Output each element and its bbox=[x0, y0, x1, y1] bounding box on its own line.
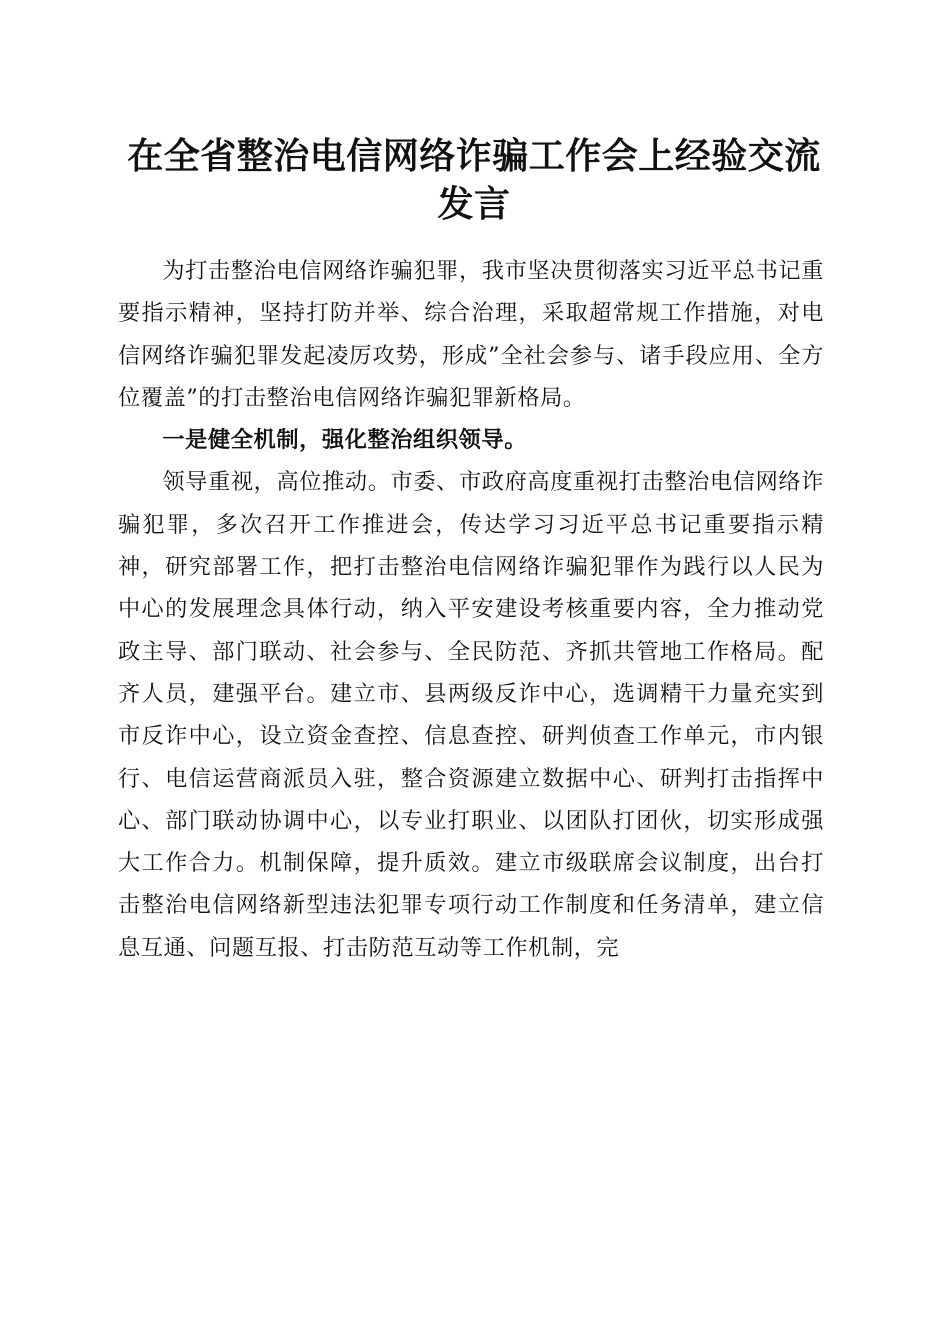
document-body bbox=[118, 250, 824, 969]
intro-paragraph: 为打击整治电信网络诈骗犯罪，我市坚决贯彻落实习近平总书记重要指示精神，坚持打防并举、综合治理，采取超常规工作措施，对电信网络诈骗犯罪发起凌厉攻势，形成”全社会参与、诸手段应用、全方位覆盖”的打击整治电信网络诈骗犯罪新格局。 bbox=[118, 258, 824, 411]
section-paragraph: 领导重视，高位推动。市委、市政府高度重视打击整治电信网络诈骗犯罪，多次召开工作推进会，传达学习习近平总书记重要指示精神，研究部署工作，把打击整治电信网络诈骗犯罪作为践行以人民为中心的发展理念具体行动，纳入平安建设考核重要内容，全力推动党政主导、部门联动、社会参与、全民防范、齐抓共管地工作格局。配齐人员，建强平台。建立市、县两级反诈中心，选调精干力量充实到市反诈中心，设立资金查控、信息查控、研判侦查工作单元，市内银行、电信运营商派员入驻，整合资源建立数据中心、研判打击指挥中心、部门联动协调中心，以专业打职业、以团队打团伙，切实形成强大工作合力。机制保障，提升质效。建立市级联席会议制度，出台打击整治电信网络新型违法犯罪专项行动工作制度和任务清单，建立信息互通、问题互报、打击防范互动等工作机制，完 bbox=[118, 469, 824, 961]
document-title: 在全省整治电信网络诈骗工作会上经验交流发言 bbox=[127, 135, 821, 225]
section-heading: 一是健全机制，强化整治组织领导。 bbox=[162, 427, 527, 454]
